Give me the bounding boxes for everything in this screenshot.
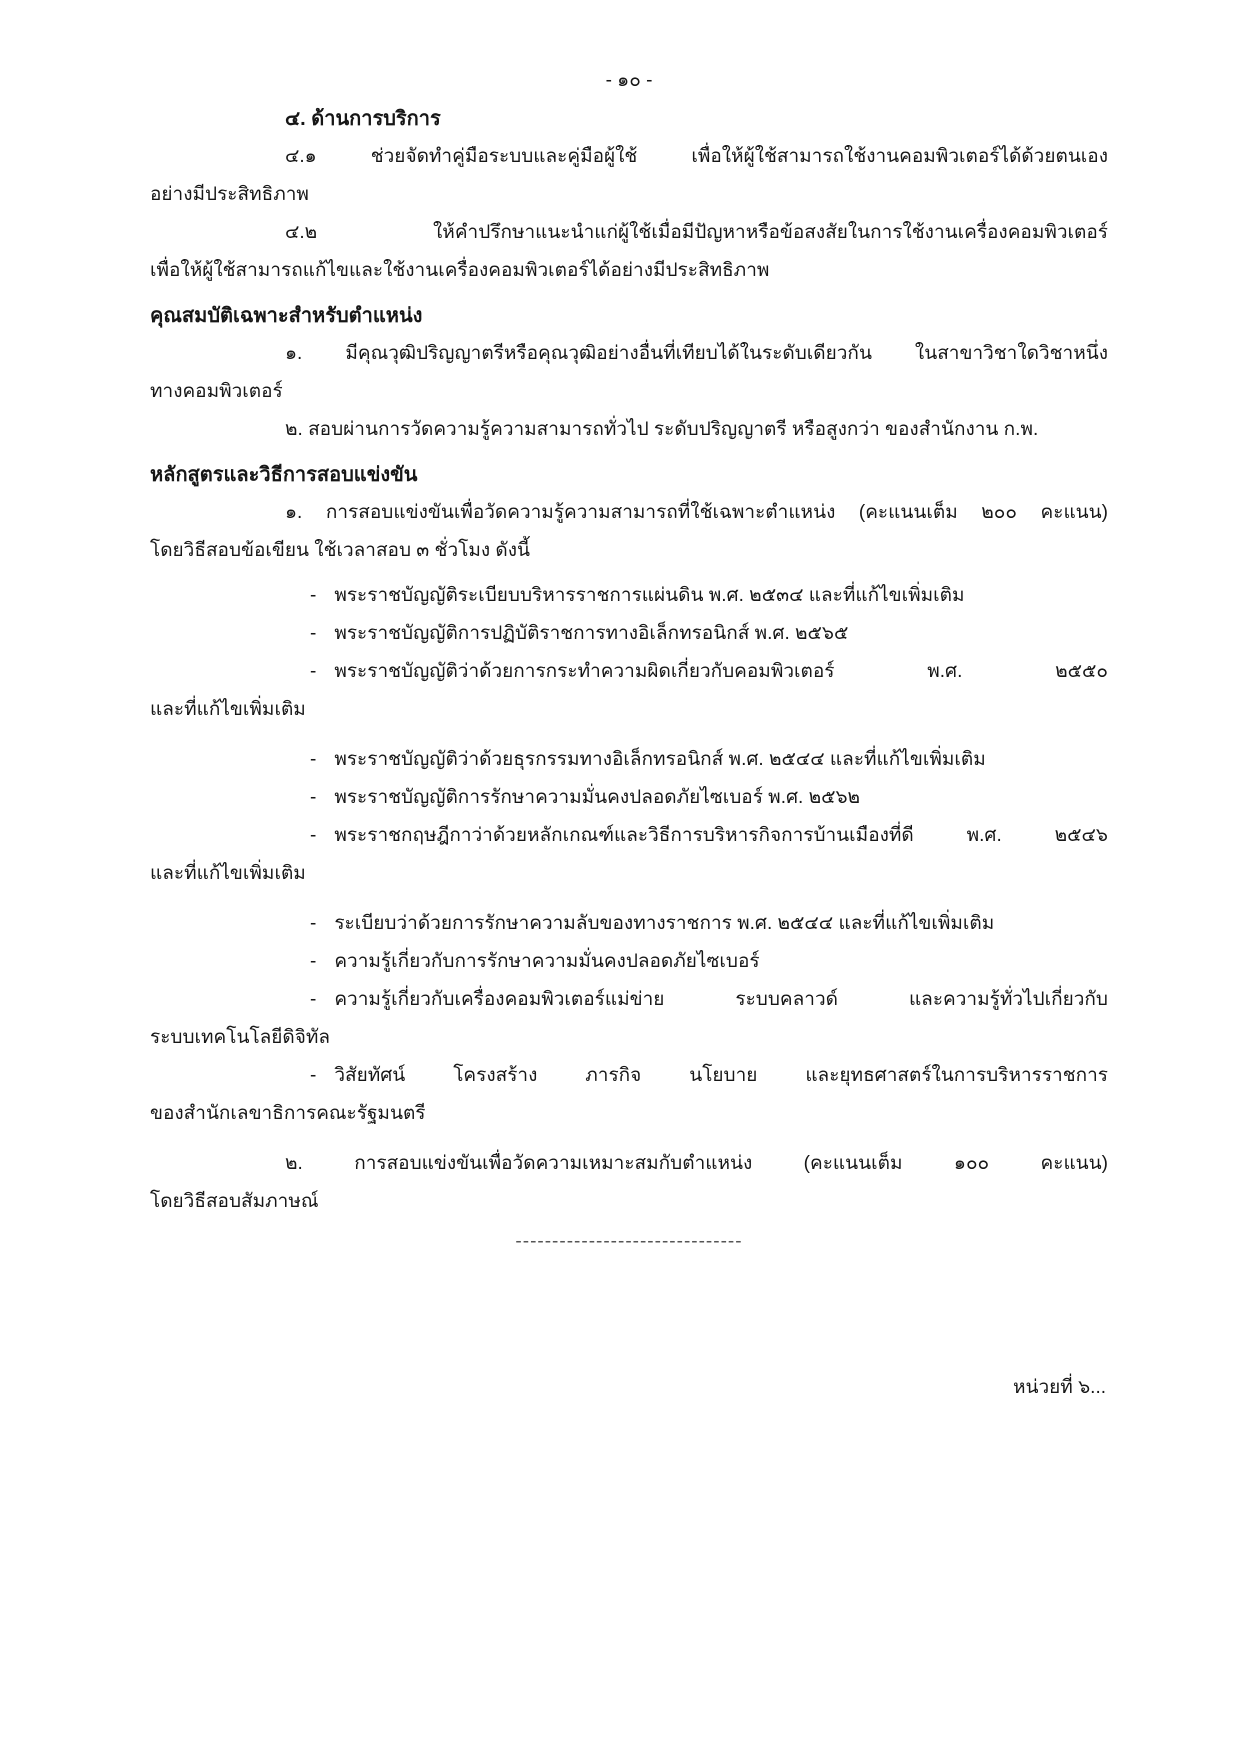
bullet-dash: - xyxy=(310,1065,317,1086)
topic-text: พระราชบัญญัติการปฏิบัติราชการทางอิเล็กทรอนิกส์ พ.ศ. ๒๕๖๕ xyxy=(334,623,849,644)
page-continuation-note: หน่วยที่ ๖... xyxy=(1012,1377,1106,1398)
list-item-topic-6 xyxy=(150,817,1108,893)
list-item-topic-7 xyxy=(150,905,1108,943)
list-item-topic-3 xyxy=(150,653,1108,729)
text-line xyxy=(150,653,1108,691)
text-line xyxy=(150,981,1108,1019)
list-item-topic-1 xyxy=(150,577,1108,615)
text-line xyxy=(150,817,1108,855)
page-number: - ๑๐ - xyxy=(605,70,653,91)
text-line: ๔.๑ ช่วยจัดทำคู่มือระบบและคู่มือผู้ใช้ เพื่อให้ผู้ใช้สามารถใช้งานคอมพิวเตอร์ได้ด้วยตนเอง xyxy=(285,146,1108,167)
text-line: และที่แก้ไขเพิ่มเติม xyxy=(150,863,306,884)
section-heading-curriculum: หลักสูตรและวิธีการสอบแข่งขัน xyxy=(150,464,418,486)
list-item-topic-4 xyxy=(150,741,1108,779)
paragraph-4-2 xyxy=(150,214,1108,290)
topic-text: พระราชบัญญัติว่าด้วยการกระทำความผิดเกี่ยวกับคอมพิวเตอร์ พ.ศ. ๒๕๕๐ xyxy=(334,661,1108,682)
text-line: ระบบเทคโนโลยีดิจิทัล xyxy=(150,1027,331,1048)
list-item-topic-2 xyxy=(150,615,1108,653)
text-line: และที่แก้ไขเพิ่มเติม xyxy=(150,699,306,720)
bullet-dash: - xyxy=(310,787,317,808)
paragraph-qualification-2 xyxy=(150,411,1108,449)
bullet-dash: - xyxy=(310,825,317,846)
topic-text: วิสัยทัศน์ โครงสร้าง ภารกิจ นโยบาย และยุทธศาสตร์ในการบริหารราชการ xyxy=(334,1065,1108,1086)
section-heading-qualifications: คุณสมบัติเฉพาะสำหรับตำแหน่ง xyxy=(150,305,423,327)
text-line: ๔.๒ ให้คำปรึกษาแนะนำแก่ผู้ใช้เมื่อมีปัญหาหรือข้อสงสัยในการใช้งานเครื่องคอมพิวเตอร์ xyxy=(285,222,1108,243)
bullet-dash: - xyxy=(310,661,317,682)
text-line xyxy=(150,1057,1108,1095)
bullet-dash: - xyxy=(310,913,317,934)
topic-text: ระเบียบว่าด้วยการรักษาความลับของทางราชการ พ.ศ. ๒๕๔๔ และที่แก้ไขเพิ่มเติม xyxy=(334,913,995,934)
paragraph-qualification-1 xyxy=(150,335,1108,411)
bullet-dash: - xyxy=(310,989,317,1010)
topic-text: พระราชบัญญัติการรักษาความมั่นคงปลอดภัยไซเบอร์ พ.ศ. ๒๕๖๒ xyxy=(334,787,861,808)
bullet-dash: - xyxy=(310,749,317,770)
text-line xyxy=(150,905,1108,943)
bullet-dash: - xyxy=(310,951,317,972)
text-line: ๒. สอบผ่านการวัดความรู้ความสามารถทั่วไป ระดับปริญญาตรี หรือสูงกว่า ของสำนักงาน ก.พ. xyxy=(285,419,1039,440)
bullet-dash: - xyxy=(310,623,317,644)
text-line xyxy=(150,943,1108,981)
text-line xyxy=(150,615,1108,653)
list-item-topic-5 xyxy=(150,779,1108,817)
list-item-topic-9 xyxy=(150,981,1108,1057)
text-line xyxy=(150,779,1108,817)
text-line: ๒. การสอบแข่งขันเพื่อวัดความเหมาะสมกับตำแหน่ง (คะแนนเต็ม ๑๐๐ คะแนน) xyxy=(285,1153,1108,1174)
topic-text: ความรู้เกี่ยวกับเครื่องคอมพิวเตอร์แม่ข่าย ระบบคลาวด์ และความรู้ทั่วไปเกี่ยวกับ xyxy=(334,989,1108,1010)
bullet-dash: - xyxy=(310,585,317,606)
list-item-topic-8 xyxy=(150,943,1108,981)
paragraph-exam-1 xyxy=(150,494,1108,570)
text-line: ทางคอมพิวเตอร์ xyxy=(150,381,283,402)
paragraph-4-1 xyxy=(150,138,1108,214)
text-line: เพื่อให้ผู้ใช้สามารถแก้ไขและใช้งานเครื่องคอมพิวเตอร์ได้อย่างมีประสิทธิภาพ xyxy=(150,260,770,281)
paragraph-exam-2 xyxy=(150,1145,1108,1221)
text-line: อย่างมีประสิทธิภาพ xyxy=(150,184,309,205)
text-line: ๑. มีคุณวุฒิปริญญาตรีหรือคุณวุฒิอย่างอื่นที่เทียบได้ในระดับเดียวกัน ในสาขาวิชาใดวิชาหนึ่ง xyxy=(285,343,1108,364)
topic-text: พระราชกฤษฎีกาว่าด้วยหลักเกณฑ์และวิธีการบริหารกิจการบ้านเมืองที่ดี พ.ศ. ๒๕๔๖ xyxy=(334,825,1108,846)
text-line: โดยวิธีสอบสัมภาษณ์ xyxy=(150,1191,319,1212)
list-item-topic-10 xyxy=(150,1057,1108,1133)
section-heading-service: ๔. ด้านการบริการ xyxy=(285,108,441,130)
topic-text: ความรู้เกี่ยวกับการรักษาความมั่นคงปลอดภัยไซเบอร์ xyxy=(334,951,760,972)
text-line xyxy=(150,577,1108,615)
topic-text: พระราชบัญญัติระเบียบบริหารราชการแผ่นดิน พ.ศ. ๒๕๓๔ และที่แก้ไขเพิ่มเติม xyxy=(334,585,965,606)
topic-text: พระราชบัญญัติว่าด้วยธุรกรรมทางอิเล็กทรอนิกส์ พ.ศ. ๒๕๔๔ และที่แก้ไขเพิ่มเติม xyxy=(334,749,986,770)
text-line xyxy=(150,741,1108,779)
separator-line: ------------------------------- xyxy=(515,1231,743,1252)
text-line: โดยวิธีสอบข้อเขียน ใช้เวลาสอบ ๓ ชั่วโมง ดังนี้ xyxy=(150,540,531,561)
text-line: ๑. การสอบแข่งขันเพื่อวัดความรู้ความสามารถที่ใช้เฉพาะตำแหน่ง (คะแนนเต็ม ๒๐๐ คะแนน) xyxy=(285,502,1108,523)
text-line: ของสำนักเลขาธิการคณะรัฐมนตรี xyxy=(150,1103,426,1124)
